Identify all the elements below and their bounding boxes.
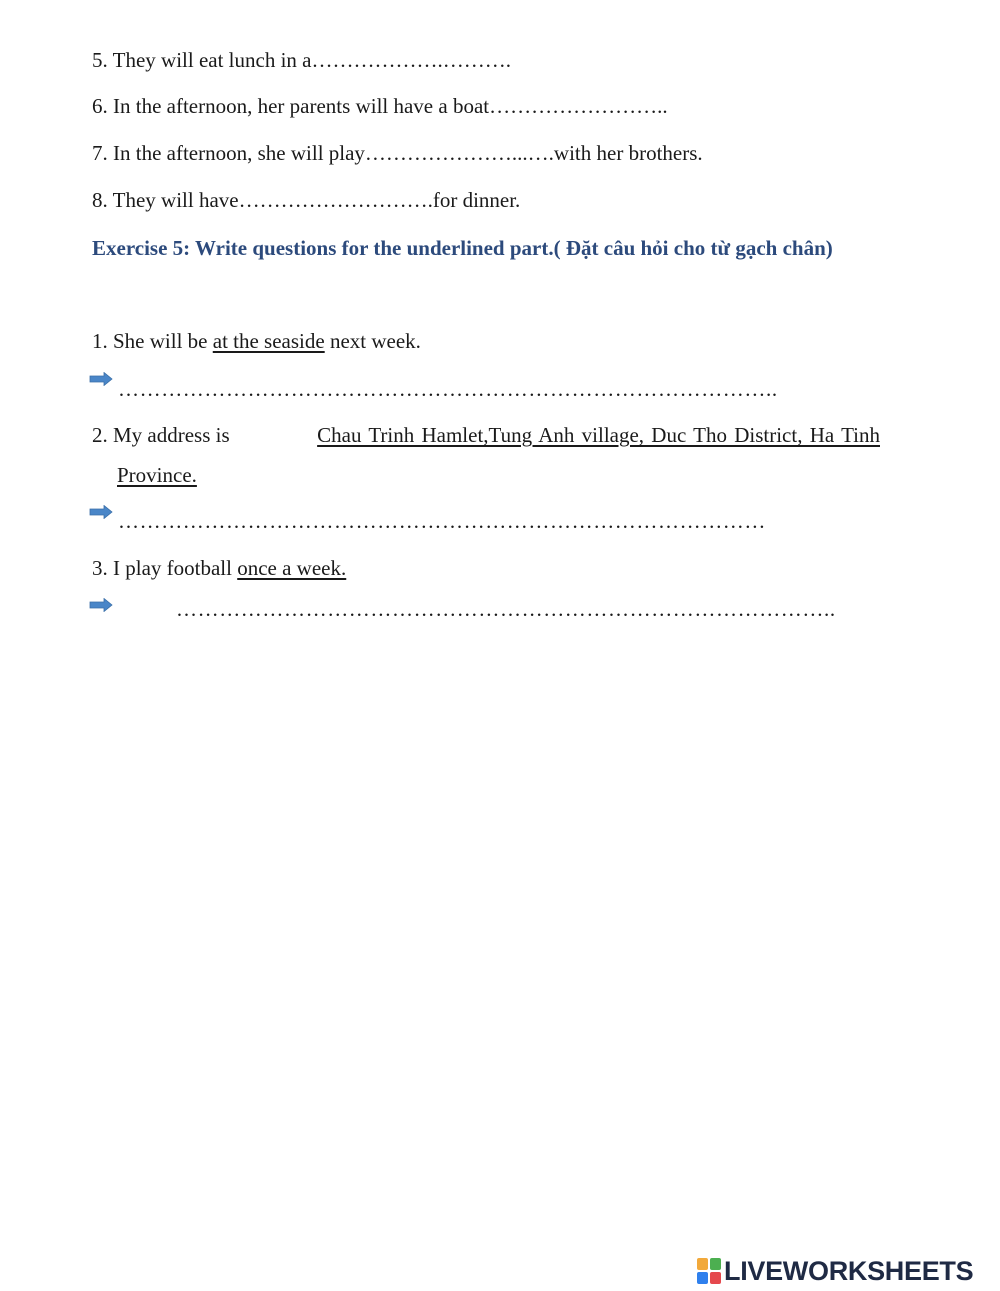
liveworksheets-logo[interactable]: [697, 1257, 973, 1285]
exercise4-item-7: [92, 140, 703, 166]
item-number: 7.: [92, 141, 108, 165]
item-text: They will eat lunch in a……………….……….: [112, 48, 511, 72]
question-prefix: 2. My address is: [92, 423, 230, 447]
exercise4-item-5: [92, 47, 511, 73]
exercise4-item-6: [92, 93, 668, 119]
underlined-part-continued: Province.: [117, 463, 197, 487]
answer-line-1[interactable]: ………………………………………………………………………………..: [118, 377, 778, 401]
exercise5-question-2: [92, 422, 880, 488]
question-prefix: 1. She will be: [92, 329, 213, 353]
item-number: 6.: [92, 94, 108, 118]
item-number: 5.: [92, 48, 108, 72]
logo-text: LIVEWORKSHEETS: [724, 1255, 974, 1286]
answer-line-3[interactable]: ………………………………………………………………………………..: [176, 597, 836, 621]
underlined-part: at the seaside: [212, 329, 325, 353]
liveworksheets-logo-mark-icon: [697, 1258, 721, 1284]
item-text: They will have……………………….for dinner.: [112, 188, 521, 212]
exercise5-question-3: [92, 555, 346, 581]
underlined-part: once a week.: [237, 556, 347, 580]
answer-line-2[interactable]: ………………………………………………………………………………: [118, 509, 766, 533]
item-text: In the afternoon, she will play…………………...….with her brothers.: [113, 141, 703, 165]
exercise5-heading: Exercise 5: Write questions for the underlined part.( Đặt câu hỏi cho từ gạch chân): [92, 236, 833, 260]
question-suffix: next week.: [324, 329, 421, 353]
right-arrow-icon: [89, 598, 113, 612]
exercise4-item-8: [92, 187, 520, 213]
item-text: In the afternoon, her parents will have a boat……………………..: [113, 94, 668, 118]
right-arrow-icon: [89, 372, 113, 386]
underlined-part: Chau Trinh Hamlet,Tung Anh village, Duc Tho District, Ha Tinh: [317, 423, 880, 447]
right-arrow-icon: [89, 505, 113, 519]
item-number: 8.: [92, 188, 108, 212]
exercise5-question-1: [92, 328, 421, 354]
question-prefix: 3. I play football: [92, 556, 238, 580]
